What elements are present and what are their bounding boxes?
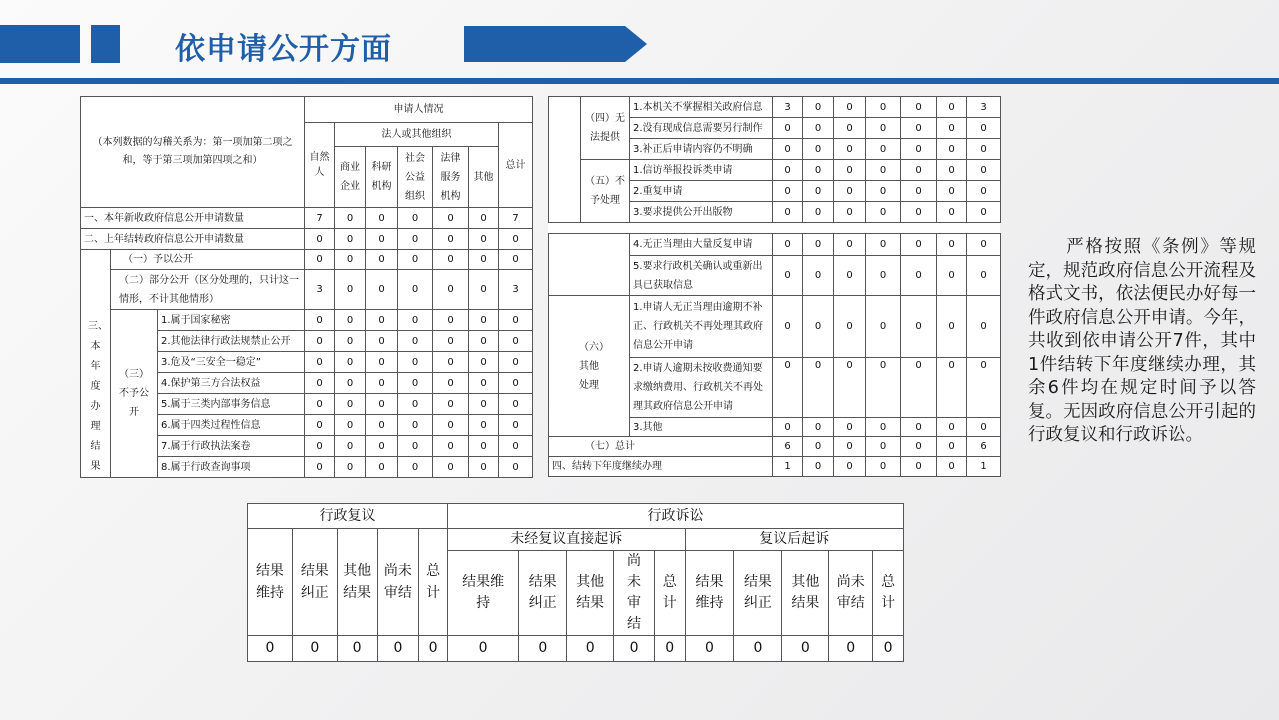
application-table-part1: [80, 96, 532, 473]
table-row: 5.要求行政机关确认或重新出具已获取信息 0 0 0 0 0 0 0: [549, 256, 1001, 296]
table-row: （四）无法提供 1.本机关不掌握相关政府信息 3 0 0 0 0 0 3: [549, 97, 1001, 118]
header-law-service: 法律服务机构: [433, 147, 469, 208]
header-direct-suit: 未经复议直接起诉: [447, 529, 685, 551]
sub3-label: （三）不予公开: [111, 310, 158, 478]
application-table-part2: [548, 96, 1000, 473]
header-admin-litigation: 行政诉讼: [447, 504, 903, 529]
summary-paragraph: 严格按照《条例》等规定，规范政府信息公开流程及格式文书，依法便民办好每一件政府信息公开申请。今年，共收到依申请公开7件，其中1件结转下年度继续办理，其余6件均在规定时间予以答复。无因政府信息公开引起的行政复议和行政诉讼。: [1028, 237, 1256, 445]
header-admin-review: 行政复议: [248, 504, 448, 529]
application-stats-table-continued-b: [548, 233, 1001, 477]
page-break-gap: [548, 223, 1000, 233]
application-stats-table-continued-a: [548, 96, 1001, 223]
table-row: 5.属于三类内部事务信息 0 0 0 0 0 0 0: [81, 394, 533, 415]
table-row: 一、本年新收政府信息公开申请数量 7 0 0 0 0 0 7: [81, 208, 533, 229]
header-accent-block: [91, 25, 120, 63]
cat4-label: （四）无法提供: [581, 97, 630, 160]
header-legal-entity: 法人或其他组织: [335, 123, 499, 147]
table-row: 四、结转下年度继续办理 1 0 0 0 0 0 1: [549, 457, 1001, 477]
table1-corner-note: （本列数据的勾稽关系为：第一项加第二项之和，等于第三项加第四项之和）: [81, 97, 305, 208]
table-row: （七）总计 6 0 0 0 0 0 6: [549, 437, 1001, 457]
table-row: 3.危及“三安全一稳定” 0 0 0 0 0 0 0: [81, 352, 533, 373]
page-title: 依申请公开方面: [175, 32, 392, 67]
header-accent-bar: [0, 25, 80, 63]
table-row: （五）不予处理 1.信访举报投诉类申请 0 0 0 0 0 0 0: [549, 160, 1001, 181]
section3-label: 三、本年度办理结果: [81, 250, 111, 478]
header-other: 其他: [469, 147, 499, 208]
review-litigation-panel: [247, 503, 904, 656]
header-public-welfare: 社会公益组织: [398, 147, 433, 208]
header-arrow-shape: [464, 26, 647, 62]
header-total: 总计: [499, 123, 533, 208]
cat5-label: （五）不予处理: [581, 160, 630, 223]
header-research: 科研机构: [366, 147, 398, 208]
table-row: 7.属于行政执法案卷 0 0 0 0 0 0 0: [81, 436, 533, 457]
table-row: （三）不予公开 1.属于国家秘密 0 0 0 0 0 0 0: [81, 310, 533, 331]
header-divider: [0, 78, 1279, 84]
table-row: 三、本年度办理结果 （一）予以公开 0 0 0 0 0 0 0: [81, 250, 533, 270]
table-row: 2.没有现成信息需要另行制作 0 0 0 0 0 0 0: [549, 118, 1001, 139]
table-row: 2.申请人逾期未按收费通知要求缴纳费用、行政机关不再处理其政府信息公开申请 0 0 0 0 0 0 0: [549, 358, 1001, 418]
table-row: 二、上年结转政府信息公开申请数量 0 0 0 0 0 0 0: [81, 229, 533, 250]
table-row: （六）其他处理 1.申请人无正当理由逾期不补正、行政机关不再处理其政府信息公开申请 0 0 0 0 0 0 0: [549, 296, 1001, 358]
header-business: 商业企业: [335, 147, 366, 208]
header-applicant: 申请人情况: [305, 97, 533, 123]
table-row: 3.其他 0 0 0 0 0 0 0: [549, 418, 1001, 437]
cat6-label: （六）其他处理: [549, 296, 630, 437]
header-suit-after-review: 复议后起诉: [685, 529, 903, 551]
table-row: 8.属于行政查询事项 0 0 0 0 0 0 0: [81, 457, 533, 478]
table-row: 4.无正当理由大量反复申请 0 0 0 0 0 0 0: [549, 234, 1001, 256]
review-litigation-table: 行政复议 行政诉讼 结果维持 结果纠正 其他结果 尚未审结 总计 未经复议直接起诉 复议后起诉 结果维持 结果纠正 其他结果 尚未审结 总计 结果维持 结果纠正 其他结果 尚未审结 总计 0 0 0 0 0 0 0 0 0 0 0 0 0 0 0: [247, 503, 904, 662]
table-row: 6.属于四类过程性信息 0 0 0 0 0 0 0: [81, 415, 533, 436]
table-row: 4.保护第三方合法权益 0 0 0 0 0 0 0: [81, 373, 533, 394]
header-natural-person: 自然人: [305, 123, 335, 208]
table-row: 0 0 0 0 0 0 0 0 0 0 0 0 0 0 0: [248, 636, 904, 662]
table-row: 2.其他法律行政法规禁止公开 0 0 0 0 0 0 0: [81, 331, 533, 352]
table-row: 2.重复申请 0 0 0 0 0 0 0: [549, 181, 1001, 202]
application-stats-table: [80, 96, 533, 478]
table-row: 3.要求提供公开出版物 0 0 0 0 0 0 0: [549, 202, 1001, 223]
table-row: （二）部分公开（区分处理的，只计这一情形，不计其他情形） 3 0 0 0 0 0 3: [81, 270, 533, 310]
table-row: 3.补正后申请内容仍不明确 0 0 0 0 0 0 0: [549, 139, 1001, 160]
